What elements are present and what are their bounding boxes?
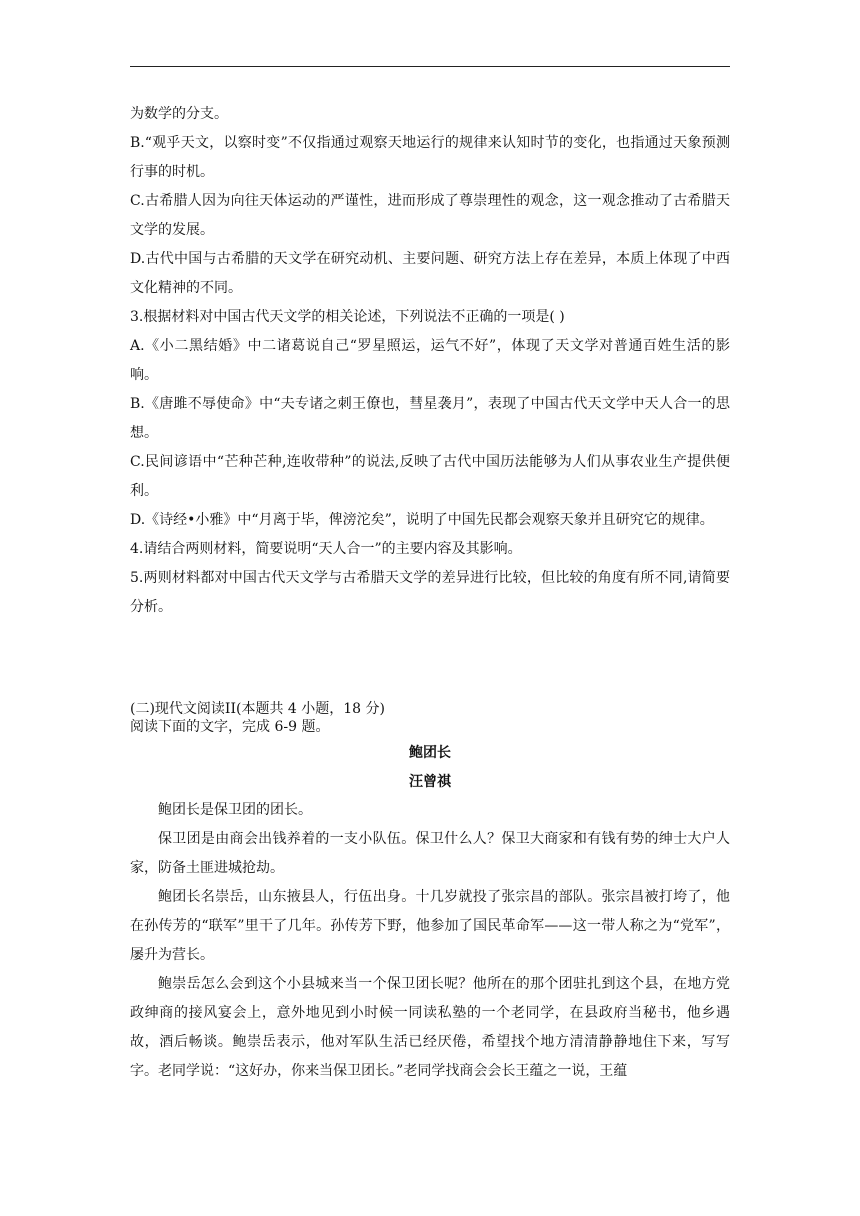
q3-option-a: A.《小二黑结婚》中二诸葛说自己“罗星照运，运气不好”，体现了天文学对普通百姓生活的影响。 xyxy=(130,338,730,383)
story-author: 汪曾祺 xyxy=(409,774,451,790)
section-instruction: 阅读下面的文字，完成 6-9 题。 xyxy=(130,719,330,735)
option-b: B.“观乎天文，以察时变”不仅指通过观察天地运行的规律来认知时节的变化，也指通过天象预测行事的时机。 xyxy=(130,135,730,180)
q3-option-d: D.《诗经•小雅》中“月离于毕，俾滂沱矣”，说明了中国先民都会观察天象并且研究它的规律。 xyxy=(130,512,714,528)
question-4: 4.请结合两则材料，简要说明“天人合一”的主要内容及其影响。 xyxy=(130,541,522,557)
story-paragraph: 保卫团是由商会出钱养着的一支小队伍。保卫什么人？保卫大商家和有钱有势的绅士大户人家，防备土匪进城抢劫。 xyxy=(130,831,730,876)
text-line: 为数学的分支。 xyxy=(130,106,228,122)
question-5: 5.两则材料都对中国古代天文学与古希腊天文学的差异进行比较，但比较的角度有所不同,请简要分析。 xyxy=(130,570,730,615)
option-d: D.古代中国与古希腊的天文学在研究动机、主要问题、研究方法上存在差异，本质上体现了中西文化精神的不同。 xyxy=(130,251,730,296)
story-paragraph: 鲍团长名崇岳，山东掖县人，行伍出身。十几岁就投了张宗昌的部队。张宗昌被打垮了，他在孙传芳的“联军”里干了几年。孙传芳下野，他参加了国民革命军——这一带人称之为“党军”，屡升为营长。 xyxy=(130,889,730,963)
q3-option-c: C.民间谚语中“芒种芒种,连收带种”的说法,反映了古代中国历法能够为人们从事农业生产提供便利。 xyxy=(130,454,730,499)
q3-option-b: B.《唐雎不辱使命》中“夫专诸之刺王僚也，彗星袭月”，表现了中国古代天文学中天人合一的思想。 xyxy=(130,396,730,441)
header-rule xyxy=(130,66,730,67)
story-paragraph: 鲍团长是保卫团的团长。 xyxy=(158,802,312,818)
section-heading: (二)现代文阅读II(本题共 4 小题，18 分) xyxy=(130,701,385,717)
section-header xyxy=(130,700,730,736)
question-3: 3.根据材料对中国古代天文学的相关论述，下列说法不正确的一项是( ) xyxy=(130,309,565,325)
story-title: 鲍团长 xyxy=(409,745,451,761)
option-c: C.古希腊人因为向往天体运动的严谨性，进而形成了尊崇理性的观念，这一观念推动了古希腊天文学的发展。 xyxy=(130,193,730,238)
story-body xyxy=(130,796,730,1086)
question-text-block xyxy=(130,100,730,622)
story-paragraph: 鲍崇岳怎么会到这个小县城来当一个保卫团长呢？他所在的那个团驻扎到这个县，在地方党政绅商的接风宴会上，意外地见到小时候一同读私塾的一个老同学，在县政府当秘书，他乡遇故，酒后畅谈。鲍崇岳表示，他对军队生活已经厌倦，希望找个地方清清静静地住下来，写写字。老同学说：“这好办，你来当保卫团长。”老同学找商会会长王蕴之一说，王蕴 xyxy=(130,976,730,1079)
